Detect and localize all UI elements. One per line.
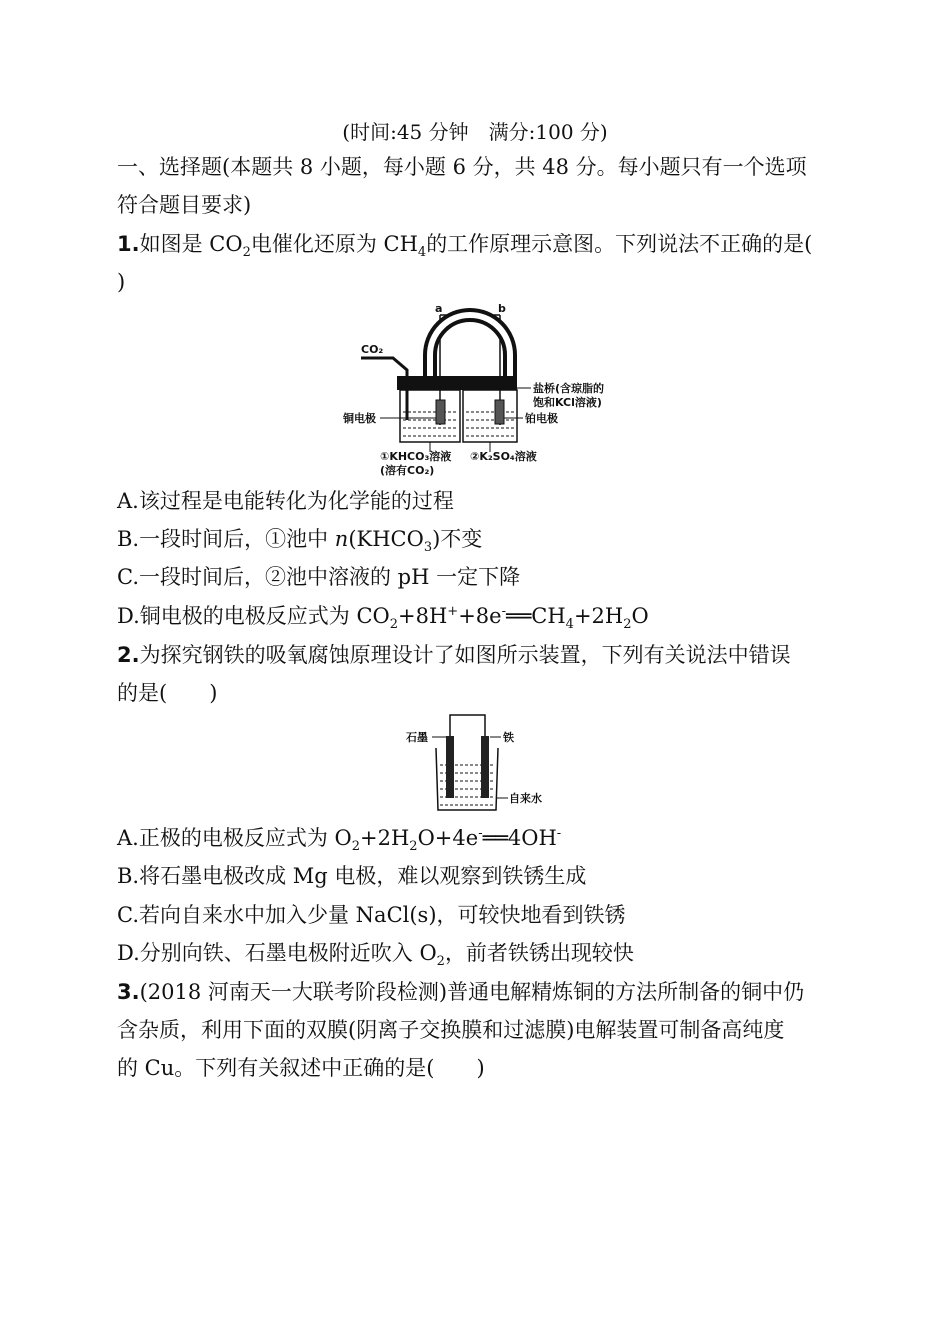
- solution-1-note: (溶有CO₂): [380, 464, 435, 477]
- q2-number: 2.: [117, 643, 140, 667]
- solution-2-label: ②K₂SO₄溶液: [470, 450, 537, 463]
- section-title-line1: 一、选择题(本题共 8 小题，每小题 6 分，共 48 分。每小题只有一个选项: [117, 155, 807, 179]
- electrolysis-cell-diagram: [335, 300, 625, 480]
- platinum-electrode: [495, 400, 504, 424]
- copper-electrode: [436, 400, 445, 424]
- graphite-electrode: [446, 736, 454, 798]
- q1-stem: 1.如图是 $CO_2$电催化还原为 $CH_4$的工作原理示意图。下列说法不正确的是(: [117, 232, 813, 261]
- q3-stem-line3: 的 Cu。下列有关叙述中正确的是( ): [117, 1056, 485, 1080]
- q1-option-c: C.一段时间后，②池中溶液的 pH 一定下降: [117, 565, 521, 589]
- q2-option-b: B.将石墨电极改成 Mg 电极，难以观察到铁锈生成: [117, 864, 587, 888]
- copper-electrode-label: 铜电极: [343, 412, 376, 425]
- q1-stem-line2: ): [117, 270, 126, 294]
- tap-water-label: 自来水: [509, 792, 542, 805]
- q1-number: 1.: [117, 232, 140, 256]
- section-title-line2: 符合题目要求): [117, 193, 252, 217]
- cell-lid: [397, 376, 517, 390]
- beaker-2: [463, 390, 517, 442]
- power-source-label: 电源: [456, 309, 478, 322]
- terminal-a-label: a: [435, 302, 443, 315]
- q2-option-a: A.正极的电极反应式为 $O_2+2H_2O+4e^-══4OH^-$: [117, 826, 562, 855]
- q3-number: 3.: [117, 980, 140, 1004]
- salt-bridge-label-2: 饱和KCl溶液): [533, 396, 602, 409]
- q1-option-d: D.铜电极的电极反应式为 $CO_2+8H^++8e^-══CH_4+2H_2O$: [117, 604, 649, 633]
- corrosion-apparatus-diagram: [400, 710, 560, 815]
- beaker-1: [400, 390, 460, 442]
- q2-stem: 2.为探究钢铁的吸氧腐蚀原理设计了如图所示装置，下列有关说法中错误: [117, 643, 791, 667]
- solution-1-label: ①KHCO₃溶液: [380, 450, 452, 463]
- q1-option-b: B.一段时间后，①池中 $n(KHCO_3)$不变: [117, 527, 483, 556]
- salt-bridge-label-1: 盐桥(含琼脂的: [533, 382, 605, 395]
- exam-header: (时间:45 分钟 满分:100 分): [342, 120, 608, 144]
- iron-electrode: [481, 736, 489, 798]
- graphite-label: 石墨: [406, 731, 428, 744]
- q2-option-d: D.分别向铁、石墨电极附近吹入 $O_2$，前者铁锈出现较快: [117, 941, 634, 970]
- co2-label: CO₂: [361, 343, 384, 356]
- q2-stem-line2: 的是( ): [117, 681, 218, 705]
- platinum-electrode-label: 铂电极: [525, 412, 558, 425]
- terminal-b-label: b: [498, 302, 506, 315]
- q1-option-a: A.该过程是电能转化为化学能的过程: [117, 489, 454, 513]
- q3-stem: 3.(2018 河南天一大联考阶段检测)普通电解精炼铜的方法所制备的铜中仍: [117, 980, 805, 1004]
- q2-option-c: C.若向自来水中加入少量 NaCl(s)，可较快地看到铁锈: [117, 903, 626, 927]
- q3-stem-line2: 含杂质，利用下面的双膜(阴离子交换膜和过滤膜)电解装置可制备高纯度: [117, 1018, 785, 1042]
- iron-label: 铁: [503, 731, 514, 744]
